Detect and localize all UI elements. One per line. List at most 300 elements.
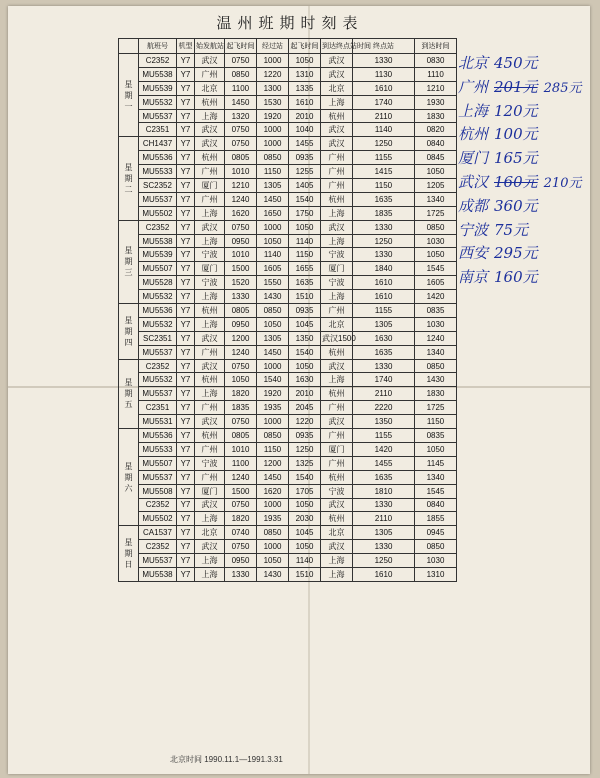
- table-cell: 武汉: [321, 540, 353, 554]
- table-cell: 1830: [415, 109, 457, 123]
- fare-city: 宁波: [458, 220, 489, 239]
- table-cell: C2352: [139, 359, 177, 373]
- table-cell: 1610: [353, 276, 415, 290]
- table-cell: 1050: [415, 165, 457, 179]
- table-cell: 广州: [321, 151, 353, 165]
- table-cell: 1605: [415, 276, 457, 290]
- fare-price-revised: 285元: [543, 80, 582, 96]
- table-cell: 2110: [353, 387, 415, 401]
- table-cell: Y7: [177, 234, 195, 248]
- table-cell: 1840: [353, 262, 415, 276]
- table-cell: 武汉: [321, 54, 353, 68]
- table-row: [119, 109, 457, 123]
- table-header-row: [119, 39, 457, 54]
- table-row: [119, 192, 457, 206]
- table-cell: 1330: [353, 498, 415, 512]
- table-cell: MU5536: [139, 151, 177, 165]
- table-cell: 0750: [225, 123, 257, 137]
- table-cell: Y7: [177, 554, 195, 568]
- table-cell: 北京: [195, 81, 225, 95]
- table-cell: 1455: [289, 137, 321, 151]
- table-cell: Y7: [177, 401, 195, 415]
- table-cell: 1250: [353, 137, 415, 151]
- table-row: [119, 387, 457, 401]
- table-cell: 0750: [225, 415, 257, 429]
- table-cell: 1000: [257, 359, 289, 373]
- table-cell: 1330: [353, 540, 415, 554]
- table-cell: 1330: [225, 290, 257, 304]
- table-cell: MU5532: [139, 95, 177, 109]
- table-cell: 杭州: [321, 387, 353, 401]
- table-cell: 0935: [289, 429, 321, 443]
- table-cell: 宁波: [195, 456, 225, 470]
- table-cell: 1415: [353, 165, 415, 179]
- table-cell: 1000: [257, 498, 289, 512]
- table-row: [119, 54, 457, 68]
- table-row: [119, 317, 457, 331]
- table-cell: 1740: [353, 373, 415, 387]
- table-cell: 杭州: [195, 373, 225, 387]
- table-cell: MU5528: [139, 276, 177, 290]
- table-row: [119, 81, 457, 95]
- table-cell: 1305: [353, 526, 415, 540]
- table-cell: 厦门: [195, 179, 225, 193]
- table-cell: 武汉: [195, 331, 225, 345]
- table-cell: 1000: [257, 54, 289, 68]
- fare-price: 160元: [494, 172, 538, 191]
- table-cell: 1610: [353, 81, 415, 95]
- table-cell: 1140: [289, 234, 321, 248]
- table-cell: 1150: [257, 165, 289, 179]
- table-cell: 武汉: [195, 359, 225, 373]
- table-cell: 北京: [321, 81, 353, 95]
- table-row: [119, 540, 457, 554]
- table-cell: 1405: [289, 179, 321, 193]
- table-cell: 1705: [289, 484, 321, 498]
- table-cell: 1725: [415, 401, 457, 415]
- table-cell: 1635: [289, 276, 321, 290]
- table-cell: 1340: [415, 192, 457, 206]
- table-cell: 武汉: [195, 54, 225, 68]
- table-cell: 1030: [415, 554, 457, 568]
- table-cell: 1240: [415, 331, 457, 345]
- table-cell: 1255: [289, 165, 321, 179]
- table-cell: 1835: [353, 206, 415, 220]
- header-cell: 机型: [177, 39, 195, 54]
- table-cell: 上海: [321, 554, 353, 568]
- table-cell: 杭州: [195, 151, 225, 165]
- table-cell: 1350: [353, 415, 415, 429]
- table-cell: 北京: [321, 526, 353, 540]
- table-cell: Y7: [177, 526, 195, 540]
- table-row: [119, 123, 457, 137]
- table-cell: 宁波: [195, 276, 225, 290]
- table-cell: Y7: [177, 484, 195, 498]
- table-cell: 1455: [353, 456, 415, 470]
- day-label: 星 期 五: [119, 359, 139, 428]
- fare-entry: [458, 266, 588, 290]
- table-cell: 1500: [225, 262, 257, 276]
- table-cell: 1050: [289, 359, 321, 373]
- table-row: [119, 276, 457, 290]
- table-cell: 杭州: [321, 345, 353, 359]
- table-cell: 1305: [353, 317, 415, 331]
- table-cell: 1420: [353, 442, 415, 456]
- table-cell: 厦门: [321, 262, 353, 276]
- table-cell: 1340: [415, 470, 457, 484]
- fare-price: 160元: [494, 268, 538, 287]
- table-cell: 1240: [225, 192, 257, 206]
- table-cell: 杭州: [321, 512, 353, 526]
- table-cell: 2030: [289, 512, 321, 526]
- table-cell: 杭州: [321, 192, 353, 206]
- table-cell: Y7: [177, 317, 195, 331]
- table-cell: 1150: [289, 248, 321, 262]
- table-cell: 1335: [289, 81, 321, 95]
- table-row: [119, 554, 457, 568]
- table-cell: 上海: [321, 373, 353, 387]
- table-cell: Y7: [177, 220, 195, 234]
- table-cell: Y7: [177, 54, 195, 68]
- table-cell: Y7: [177, 442, 195, 456]
- table-cell: 1430: [257, 567, 289, 581]
- day-label: 星 期 四: [119, 304, 139, 360]
- table-cell: Y7: [177, 262, 195, 276]
- table-cell: 0750: [225, 498, 257, 512]
- page-title: 温州班期时刻表: [216, 14, 364, 32]
- header-cell: 起飞时间: [289, 39, 321, 54]
- table-cell: C2351: [139, 401, 177, 415]
- table-cell: 宁波: [195, 248, 225, 262]
- fare-entry: [458, 195, 588, 219]
- table-row: [119, 290, 457, 304]
- validity-footer: 北京时间 1990.11.1—1991.3.31: [170, 755, 283, 764]
- table-cell: 1150: [257, 442, 289, 456]
- table-cell: 1740: [353, 95, 415, 109]
- header-cell: 航班号: [139, 39, 177, 54]
- table-cell: MU5507: [139, 262, 177, 276]
- table-cell: 1430: [415, 373, 457, 387]
- header-cell: 起飞时间: [225, 39, 257, 54]
- table-cell: 1340: [415, 345, 457, 359]
- table-cell: MU5537: [139, 387, 177, 401]
- table-cell: 1420: [415, 290, 457, 304]
- table-cell: 1240: [225, 345, 257, 359]
- table-cell: C2352: [139, 54, 177, 68]
- table-cell: 0830: [415, 54, 457, 68]
- table-cell: 1605: [257, 262, 289, 276]
- table-cell: MU5538: [139, 67, 177, 81]
- table-cell: 1500: [225, 484, 257, 498]
- day-label: 星 期 日: [119, 526, 139, 582]
- handwritten-fare-list: [458, 52, 588, 290]
- table-row: [119, 165, 457, 179]
- table-cell: 2010: [289, 387, 321, 401]
- table-cell: 杭州: [321, 109, 353, 123]
- table-cell: 1050: [257, 554, 289, 568]
- table-cell: 1350: [289, 331, 321, 345]
- table-cell: 1305: [257, 331, 289, 345]
- table-cell: 1210: [415, 81, 457, 95]
- table-cell: 1540: [289, 192, 321, 206]
- table-cell: CA1537: [139, 526, 177, 540]
- table-cell: 2010: [289, 109, 321, 123]
- table-cell: 1050: [225, 373, 257, 387]
- table-cell: 1000: [257, 137, 289, 151]
- table-cell: 0750: [225, 540, 257, 554]
- fare-city: 北京: [458, 54, 489, 72]
- table-cell: 0835: [415, 304, 457, 318]
- table-cell: 上海: [321, 206, 353, 220]
- table-cell: 0805: [225, 429, 257, 443]
- table-cell: 0750: [225, 137, 257, 151]
- table-cell: 0805: [225, 304, 257, 318]
- fare-city: 武汉: [458, 172, 489, 191]
- table-cell: 北京: [321, 317, 353, 331]
- table-cell: Y7: [177, 470, 195, 484]
- table-cell: MU5533: [139, 165, 177, 179]
- table-cell: 1620: [225, 206, 257, 220]
- schedule-table: [118, 38, 457, 582]
- table-cell: 1200: [257, 456, 289, 470]
- table-cell: Y7: [177, 290, 195, 304]
- table-cell: MU5537: [139, 192, 177, 206]
- table-cell: 厦门: [195, 484, 225, 498]
- table-row: [119, 179, 457, 193]
- table-cell: 1000: [257, 540, 289, 554]
- table-cell: 1240: [225, 470, 257, 484]
- table-row: [119, 345, 457, 359]
- table-cell: 1450: [257, 470, 289, 484]
- table-row: [119, 456, 457, 470]
- table-cell: 上海: [195, 387, 225, 401]
- header-cell: 到达时间: [415, 39, 457, 54]
- table-cell: 0820: [415, 123, 457, 137]
- table-cell: 1930: [415, 95, 457, 109]
- table-cell: MU5539: [139, 248, 177, 262]
- table-cell: 宁波: [321, 248, 353, 262]
- table-row: [119, 137, 457, 151]
- table-cell: 上海: [321, 290, 353, 304]
- table-cell: 武汉: [321, 220, 353, 234]
- table-cell: MU5532: [139, 373, 177, 387]
- table-cell: 1530: [257, 95, 289, 109]
- table-cell: 1000: [257, 220, 289, 234]
- table-cell: 广州: [321, 165, 353, 179]
- table-cell: 0835: [415, 429, 457, 443]
- table-cell: 1325: [289, 456, 321, 470]
- table-cell: 1510: [289, 290, 321, 304]
- table-cell: 1620: [257, 484, 289, 498]
- table-cell: 武汉1500: [321, 331, 353, 345]
- table-cell: 武汉: [321, 415, 353, 429]
- fare-price-revised: 210元: [543, 175, 582, 191]
- table-row: [119, 220, 457, 234]
- table-cell: 广州: [321, 304, 353, 318]
- table-row: [119, 498, 457, 512]
- table-cell: Y7: [177, 81, 195, 95]
- table-cell: 1330: [353, 220, 415, 234]
- fare-price: 295元: [494, 244, 538, 263]
- table-cell: MU5502: [139, 206, 177, 220]
- table-cell: C2351: [139, 123, 177, 137]
- table-cell: 1630: [289, 373, 321, 387]
- table-cell: Y7: [177, 137, 195, 151]
- table-cell: 1830: [415, 387, 457, 401]
- table-cell: 1030: [415, 234, 457, 248]
- day-label: 星 期 六: [119, 429, 139, 526]
- table-cell: 0850: [257, 151, 289, 165]
- table-cell: 1820: [225, 387, 257, 401]
- table-cell: 1140: [257, 248, 289, 262]
- fare-price: 201元: [494, 77, 538, 96]
- table-cell: MU5531: [139, 415, 177, 429]
- table-row: [119, 415, 457, 429]
- table-cell: 上海: [195, 206, 225, 220]
- table-cell: MU5532: [139, 290, 177, 304]
- table-cell: 上海: [195, 109, 225, 123]
- table-cell: 1050: [257, 234, 289, 248]
- table-cell: 宁波: [321, 276, 353, 290]
- fare-entry: [458, 100, 588, 124]
- table-cell: 上海: [195, 554, 225, 568]
- table-cell: 0950: [225, 554, 257, 568]
- fare-price: 100元: [494, 125, 538, 144]
- table-cell: 1430: [257, 290, 289, 304]
- table-cell: 2110: [353, 512, 415, 526]
- header-cell: 始发航站: [195, 39, 225, 54]
- table-cell: MU5533: [139, 442, 177, 456]
- table-cell: 1540: [289, 470, 321, 484]
- table-cell: 广州: [195, 192, 225, 206]
- table-cell: 上海: [195, 290, 225, 304]
- table-row: [119, 470, 457, 484]
- table-cell: C2352: [139, 498, 177, 512]
- table-cell: Y7: [177, 567, 195, 581]
- table-cell: MU5537: [139, 345, 177, 359]
- table-row: [119, 429, 457, 443]
- table-cell: Y7: [177, 359, 195, 373]
- table-cell: 广州: [195, 67, 225, 81]
- table-cell: 上海: [321, 567, 353, 581]
- table-row: [119, 151, 457, 165]
- table-cell: 广州: [195, 165, 225, 179]
- table-cell: 0950: [225, 234, 257, 248]
- table-cell: Y7: [177, 498, 195, 512]
- table-cell: 武汉: [321, 137, 353, 151]
- table-cell: 杭州: [195, 95, 225, 109]
- table-cell: 上海: [321, 234, 353, 248]
- fare-entry: [458, 123, 588, 147]
- table-cell: 0850: [415, 220, 457, 234]
- table-cell: 1610: [289, 95, 321, 109]
- day-label: 星 期 三: [119, 220, 139, 303]
- fare-entry: [458, 171, 588, 195]
- table-cell: Y7: [177, 248, 195, 262]
- table-cell: C2352: [139, 540, 177, 554]
- table-cell: 1040: [289, 123, 321, 137]
- table-row: [119, 234, 457, 248]
- table-cell: 1300: [257, 81, 289, 95]
- fare-price: 120元: [494, 101, 538, 120]
- table-cell: 1050: [415, 248, 457, 262]
- fare-city: 厦门: [458, 149, 489, 168]
- table-cell: MU5502: [139, 512, 177, 526]
- table-cell: 1030: [415, 317, 457, 331]
- table-cell: 广州: [195, 442, 225, 456]
- table-row: [119, 512, 457, 526]
- table-cell: 1655: [289, 262, 321, 276]
- table-row: [119, 401, 457, 415]
- table-cell: 2220: [353, 401, 415, 415]
- table-cell: 0840: [415, 498, 457, 512]
- table-cell: 1610: [353, 290, 415, 304]
- table-cell: 武汉: [195, 415, 225, 429]
- table-cell: 0935: [289, 151, 321, 165]
- fare-entry: [458, 52, 588, 76]
- table-cell: Y7: [177, 331, 195, 345]
- table-cell: 0945: [415, 526, 457, 540]
- table-cell: 0850: [257, 526, 289, 540]
- table-row: [119, 95, 457, 109]
- table-cell: 1920: [257, 109, 289, 123]
- fare-price: 75元: [494, 220, 529, 239]
- table-cell: CH1437: [139, 137, 177, 151]
- table-cell: 武汉: [321, 123, 353, 137]
- fare-entry: [458, 76, 588, 100]
- table-cell: MU5507: [139, 456, 177, 470]
- table-cell: 0740: [225, 526, 257, 540]
- table-cell: MU5508: [139, 484, 177, 498]
- fare-city: 成都: [458, 196, 489, 215]
- table-cell: 0805: [225, 151, 257, 165]
- fare-city: 南京: [458, 268, 489, 287]
- table-cell: Y7: [177, 95, 195, 109]
- table-cell: 上海: [195, 234, 225, 248]
- fare-city: 广州: [458, 77, 489, 96]
- table-cell: 1210: [225, 179, 257, 193]
- table-cell: 杭州: [321, 470, 353, 484]
- table-cell: 1050: [289, 220, 321, 234]
- table-cell: Y7: [177, 67, 195, 81]
- table-cell: 1250: [353, 234, 415, 248]
- fare-city: 上海: [458, 101, 489, 120]
- table-cell: 1330: [225, 567, 257, 581]
- table-cell: 广州: [321, 456, 353, 470]
- table-cell: Y7: [177, 123, 195, 137]
- table-cell: 武汉: [321, 498, 353, 512]
- table-cell: 1510: [289, 567, 321, 581]
- table-cell: 1050: [415, 442, 457, 456]
- table-cell: 1450: [257, 345, 289, 359]
- table-cell: SC2351: [139, 331, 177, 345]
- table-cell: 1450: [225, 95, 257, 109]
- table-cell: 广州: [321, 401, 353, 415]
- table-cell: 1045: [289, 317, 321, 331]
- table-cell: 1010: [225, 248, 257, 262]
- table-cell: 武汉: [195, 498, 225, 512]
- table-cell: 1045: [289, 526, 321, 540]
- table-cell: 1250: [289, 442, 321, 456]
- table-row: [119, 67, 457, 81]
- table-cell: 1320: [225, 109, 257, 123]
- table-cell: 广州: [321, 179, 353, 193]
- table-cell: 1520: [225, 276, 257, 290]
- table-cell: MU5536: [139, 429, 177, 443]
- table-cell: 1140: [353, 123, 415, 137]
- table-cell: 1635: [353, 470, 415, 484]
- table-cell: SC2352: [139, 179, 177, 193]
